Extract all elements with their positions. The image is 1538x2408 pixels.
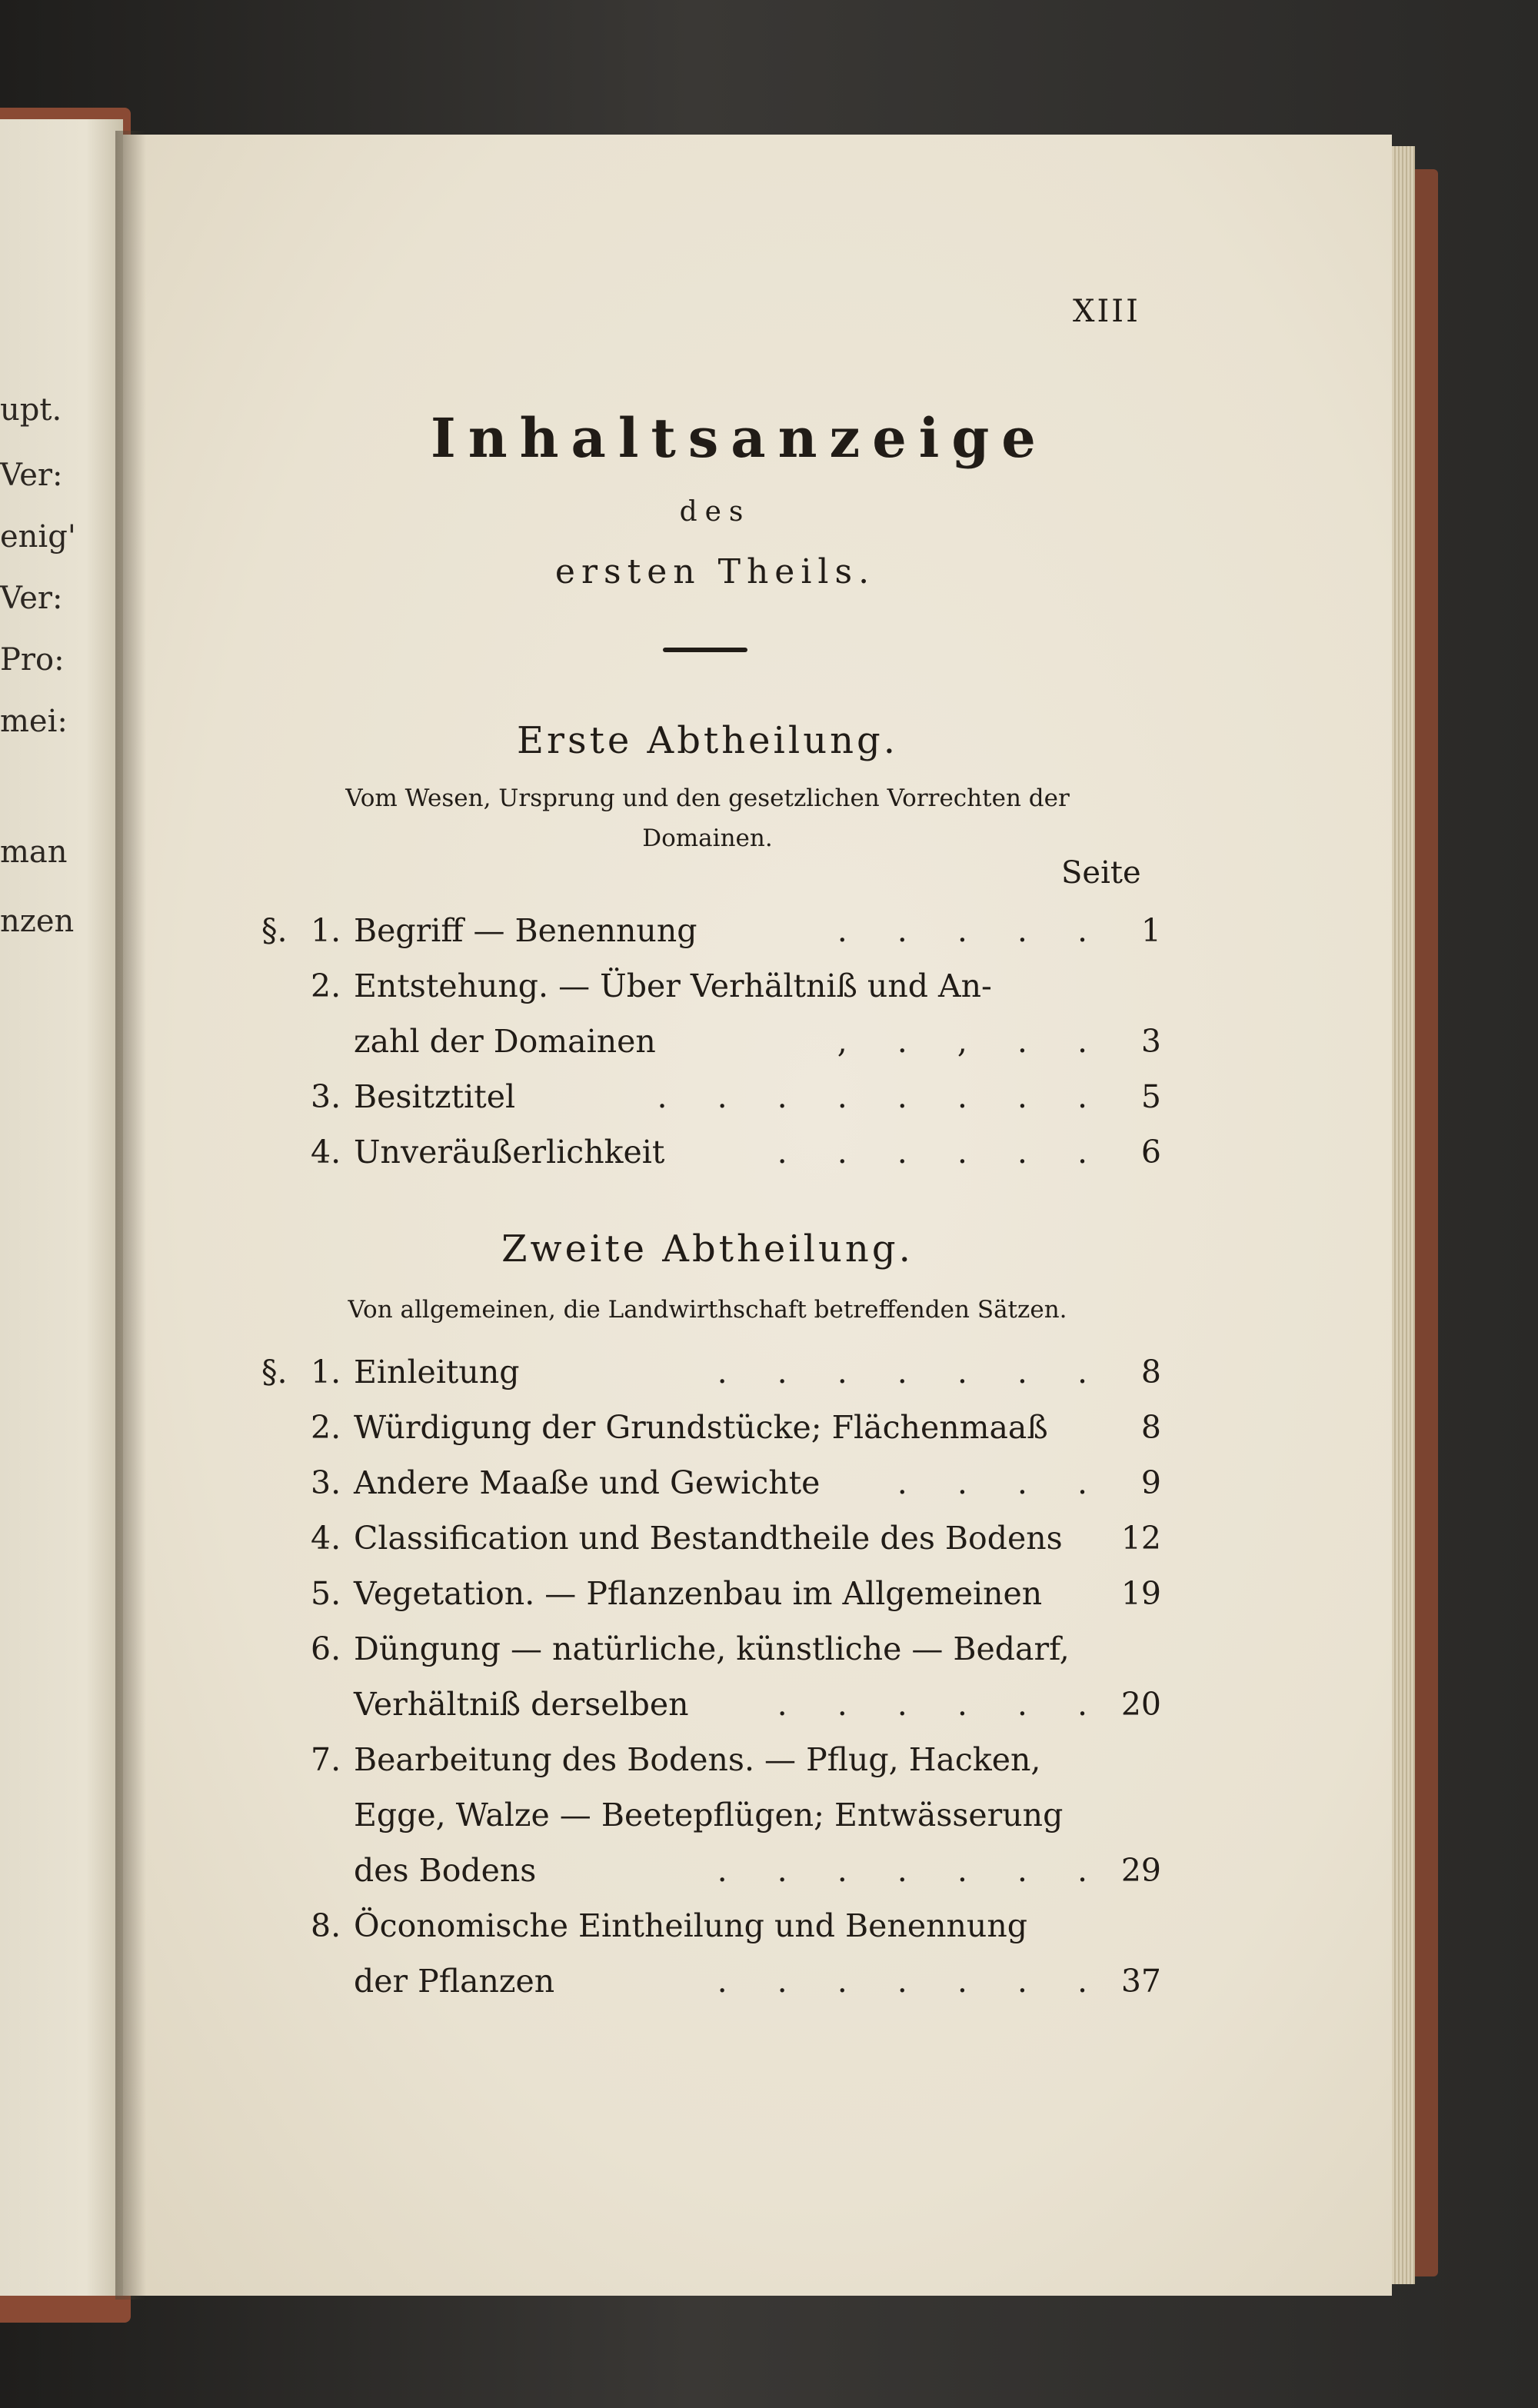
toc-dots: . . . . . . .: [717, 1354, 1107, 1391]
toc-page: 9: [1140, 1464, 1161, 1501]
toc-page: 8: [1140, 1409, 1161, 1446]
toc-entry: [261, 1741, 1161, 1787]
toc-entry: [261, 1907, 1161, 1953]
toc-entry-continuation: [261, 1686, 1161, 1732]
toc-entry: [261, 1520, 1161, 1566]
toc-num: 4.: [311, 1520, 341, 1557]
toc-page: 12: [1120, 1520, 1161, 1557]
toc-label: Einleitung: [354, 1354, 520, 1391]
toc-dots: . . . . . .: [777, 1686, 1107, 1723]
toc-label: Öconomische Eintheilung und Benennung: [354, 1907, 1027, 1944]
toc-num: 2.: [311, 968, 341, 1004]
toc-label: Besitztitel: [354, 1078, 516, 1115]
toc-continuation: Verhältniß derselben: [354, 1686, 689, 1723]
toc-continuation: zahl der Domainen: [354, 1023, 656, 1060]
toc-entry: [261, 1134, 1161, 1180]
toc-dots: . . . . .: [837, 912, 1107, 949]
toc-para: §.: [261, 1354, 288, 1391]
toc-page: 37: [1120, 1963, 1161, 2000]
toc-page: 29: [1120, 1852, 1161, 1889]
left-page-fragment: man: [0, 834, 68, 870]
toc-continuation: des Bodens: [354, 1852, 537, 1889]
main-title: Inhaltsanzeige: [431, 406, 1048, 470]
toc-entry: [261, 968, 1161, 1014]
left-page-fragment: upt.: [0, 392, 62, 428]
toc-page: 19: [1120, 1575, 1161, 1612]
toc-dots: . . . .: [897, 1464, 1107, 1501]
toc-entry: [261, 1464, 1161, 1510]
left-page-fragment: nzen: [0, 904, 75, 939]
toc-page: 6: [1140, 1134, 1161, 1171]
toc-num: 3.: [311, 1464, 341, 1501]
toc-label: Würdigung der Grundstücke; Flächenmaaß: [354, 1409, 1048, 1446]
left-page-fragment: Ver:: [0, 458, 63, 493]
toc-continuation: Egge, Walze — Beetepflügen; Entwässerung: [354, 1797, 1064, 1833]
left-page-fragment: Ver:: [0, 581, 63, 616]
toc-dots: . . . . . .: [777, 1134, 1107, 1171]
toc-num: 3.: [311, 1078, 341, 1115]
toc-num: 1.: [311, 1354, 341, 1391]
left-page-fragment: mei:: [0, 704, 68, 739]
left-page: [0, 119, 123, 2296]
toc-num: 5.: [311, 1575, 341, 1612]
left-page-fragment: Pro:: [0, 642, 65, 678]
toc-entry: [261, 1630, 1161, 1677]
toc-dots: . . . . . . .: [717, 1963, 1107, 2000]
title-des: des: [679, 496, 751, 528]
toc-num: 7.: [311, 1741, 341, 1778]
toc-entry: [261, 1354, 1161, 1400]
toc-num: 1.: [311, 912, 341, 949]
toc-entry-continuation: [261, 1963, 1161, 2009]
toc-num: 8.: [311, 1907, 341, 1944]
section1-subtitle: Vom Wesen, Ursprung und den gesetzlichen Vorrechten der: [345, 784, 1070, 812]
toc-page: 1: [1140, 912, 1161, 949]
toc-page: 5: [1140, 1078, 1161, 1115]
toc-para: §.: [261, 912, 288, 949]
toc-dots: , . , . .: [837, 1023, 1107, 1060]
toc-page: 8: [1140, 1354, 1161, 1391]
toc-label: Classification und Bestandtheile des Bodens: [354, 1520, 1063, 1557]
section1-subtitle: Domainen.: [642, 824, 773, 852]
toc-entry: [261, 1409, 1161, 1455]
section2-subtitle: Von allgemeinen, die Landwirthschaft betreffenden Sätzen.: [348, 1296, 1067, 1324]
section2-heading: Zweite Abtheilung.: [501, 1227, 914, 1271]
left-page-fragment: enig': [0, 519, 76, 555]
section1-heading: Erste Abtheilung.: [516, 719, 899, 762]
toc-label: Unveräußerlichkeit: [354, 1134, 665, 1171]
toc-label: Bearbeitung des Bodens. — Pflug, Hacken,: [354, 1741, 1041, 1778]
seite-label: Seite: [1061, 855, 1141, 891]
toc-label: Düngung — natürliche, künstliche — Bedarf,: [354, 1630, 1070, 1667]
toc-label: Andere Maaße und Gewichte: [354, 1464, 821, 1501]
toc-entry: [261, 912, 1161, 958]
toc-page: 20: [1120, 1686, 1161, 1723]
toc-dots: . . . . . . .: [717, 1852, 1107, 1889]
toc-entry: [261, 1078, 1161, 1124]
toc-page: 3: [1140, 1023, 1161, 1060]
page-gutter: [115, 131, 146, 2300]
toc-dots: . . . . . . . .: [657, 1078, 1107, 1115]
toc-entry: [261, 1575, 1161, 1621]
toc-entry-continuation: [261, 1023, 1161, 1069]
toc-label: Entstehung. — Über Verhältniß und An-: [354, 968, 992, 1004]
toc-label: Begriff — Benennung: [354, 912, 697, 949]
toc-continuation: der Pflanzen: [354, 1963, 555, 2000]
toc-num: 6.: [311, 1630, 341, 1667]
toc-label: Vegetation. — Pflanzenbau im Allgemeinen: [354, 1575, 1043, 1612]
toc-entry-continuation: [261, 1852, 1161, 1898]
title-part-line: ersten Theils.: [554, 552, 876, 591]
toc-entry-continuation: [261, 1797, 1161, 1843]
toc-num: 4.: [311, 1134, 341, 1171]
toc-num: 2.: [311, 1409, 341, 1446]
page-number: XIII: [1073, 294, 1140, 329]
title-rule: [663, 648, 747, 652]
